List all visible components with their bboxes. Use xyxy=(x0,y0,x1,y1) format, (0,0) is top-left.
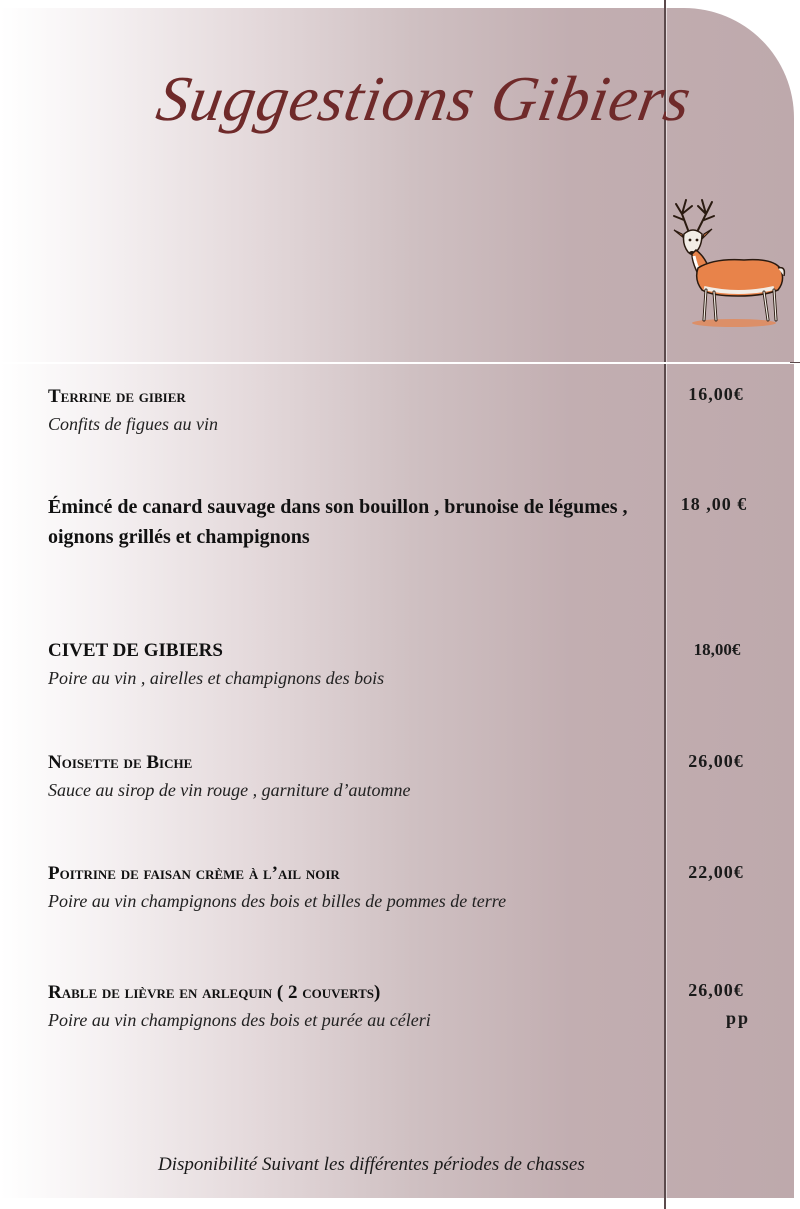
item-description: Poire au vin champignons des bois et billes de pommes de terre xyxy=(48,891,507,911)
item-price: 22,00€ xyxy=(688,862,744,882)
item-price: 18,00€ xyxy=(693,640,741,659)
vertical-divider-highlight xyxy=(666,8,667,1198)
item-price-note: pp xyxy=(725,1008,751,1028)
item-price: 18 ,00 € xyxy=(680,494,748,514)
menu-item xyxy=(48,492,658,552)
item-description: Sauce au sirop de vin rouge , garniture d’automne xyxy=(48,780,411,800)
item-name: Terrine de gibier xyxy=(48,386,186,407)
menu-item xyxy=(48,384,648,436)
item-name: Noisette de Biche xyxy=(48,752,193,773)
menu-item xyxy=(48,861,648,913)
item-price: 16,00€ xyxy=(688,384,744,404)
divider-tick xyxy=(790,362,800,363)
item-description: Poire au vin , airelles et champignons des bois xyxy=(48,668,385,688)
menu-item xyxy=(48,980,648,1032)
availability-note: Disponibilité Suivant les différentes périodes de chasses xyxy=(158,1154,585,1175)
menu-title: Suggestions Gibiers xyxy=(151,63,698,134)
item-name: Poitrine de faisan crème à l’ail noir xyxy=(48,863,340,884)
item-price: 26,00€ xyxy=(688,751,744,771)
menu-item xyxy=(48,638,648,690)
horizontal-divider xyxy=(0,362,800,364)
item-description: Confits de figues au vin xyxy=(48,414,218,434)
item-name: Rable de lièvre en arlequin ( 2 couverts) xyxy=(48,982,381,1003)
item-name: CIVET DE GIBIERS xyxy=(48,640,223,661)
deer-icon xyxy=(668,196,792,330)
item-price: 26,00€ xyxy=(688,980,744,1000)
menu-item xyxy=(48,750,648,802)
item-description: Poire au vin champignons des bois et purée au céleri xyxy=(48,1010,431,1030)
item-name: Émincé de canard sauvage dans son bouillon , brunoise de légumes , oignons grillés et champignons xyxy=(48,496,628,548)
